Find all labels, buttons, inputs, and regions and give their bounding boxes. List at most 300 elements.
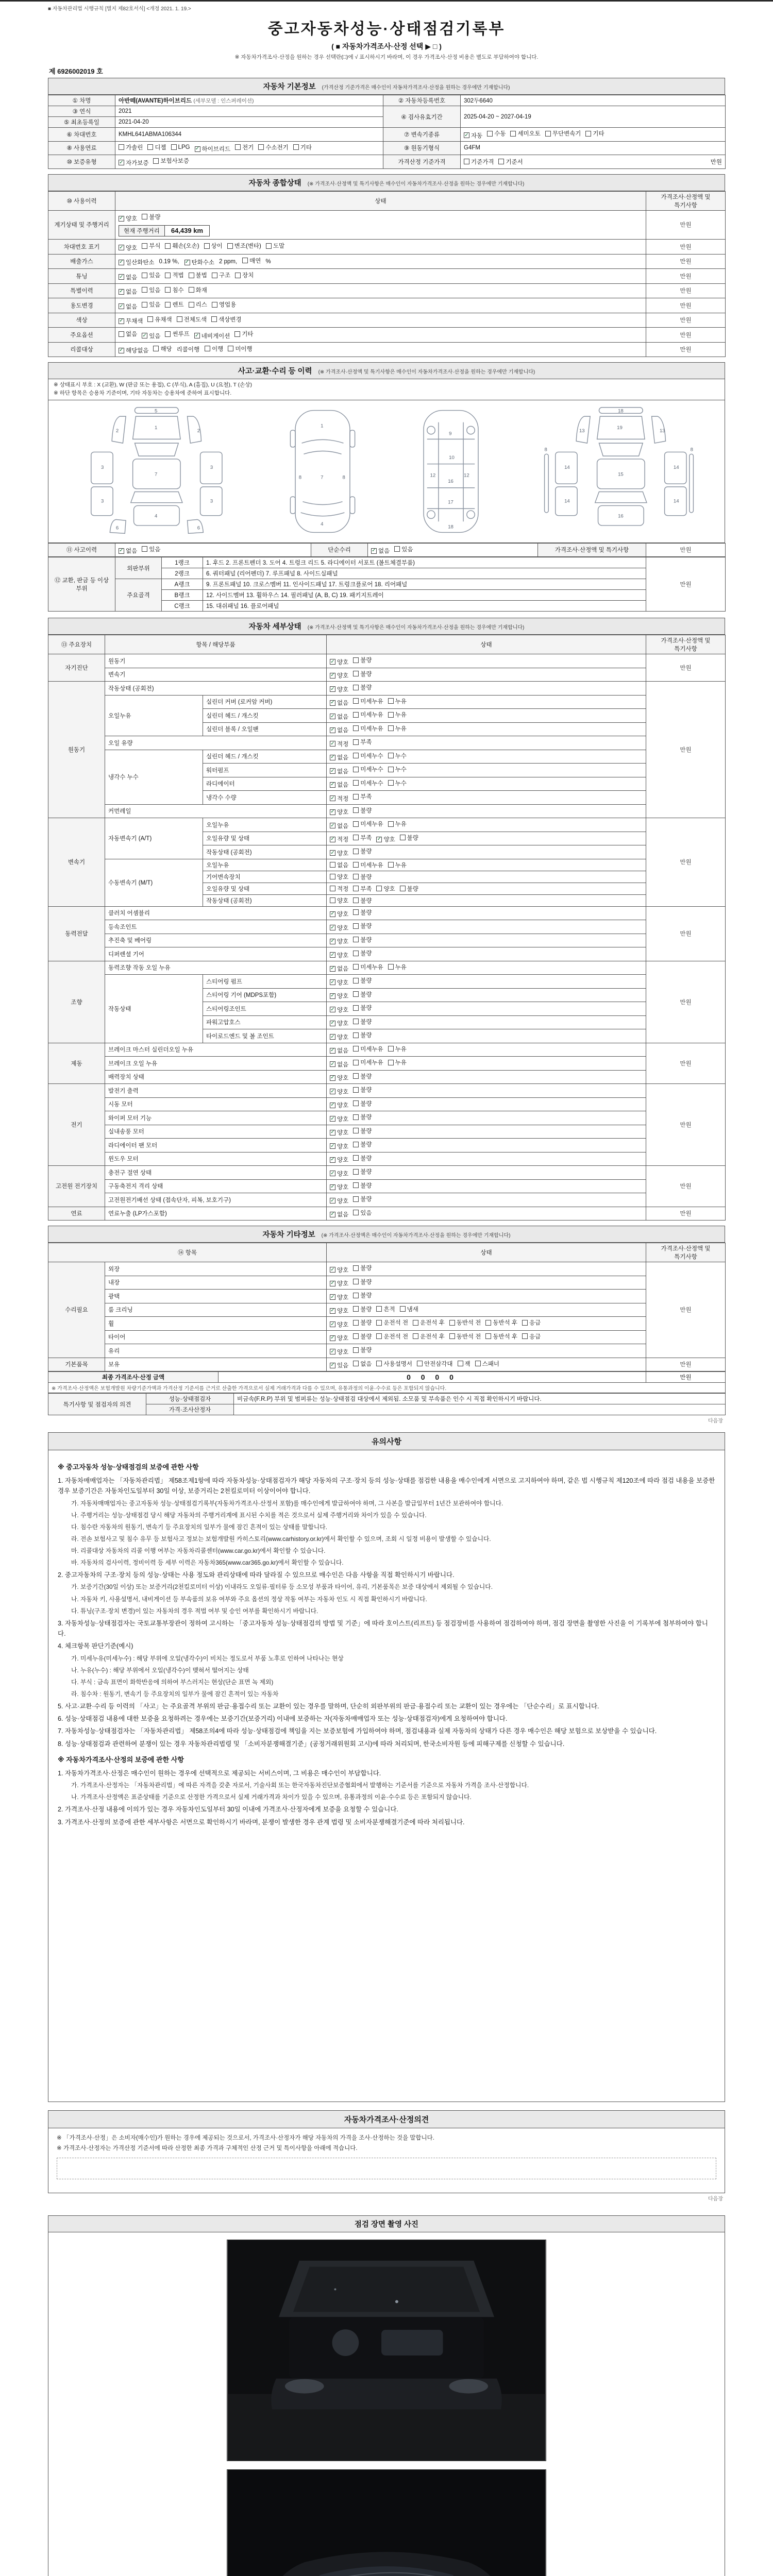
- checkbox-불량[interactable]: [353, 656, 372, 664]
- checkbox-미세누유[interactable]: [353, 697, 383, 705]
- checkbox-없음[interactable]: [330, 964, 348, 973]
- checkbox-리스[interactable]: [189, 300, 207, 309]
- checkbox-부족[interactable]: [353, 834, 372, 842]
- checkbox-수동[interactable]: [487, 129, 506, 138]
- section-summary-title: 자동차 종합상태: [248, 179, 301, 188]
- checkbox-누유[interactable]: [388, 1058, 407, 1066]
- item-state: [327, 975, 646, 989]
- checkbox-있음[interactable]: [142, 271, 160, 279]
- section-accident-title: 사고·교환·수리 등 이력: [238, 367, 312, 376]
- checkbox-양호[interactable]: [330, 873, 348, 881]
- checkbox-양호[interactable]: [330, 1006, 348, 1014]
- checkbox-양호[interactable]: [330, 1156, 348, 1164]
- checkbox-양호[interactable]: [330, 1348, 348, 1356]
- checkbox-자가보증[interactable]: [119, 159, 148, 167]
- inline-text: 리콜이행: [176, 347, 200, 353]
- checkbox-없음[interactable]: [330, 861, 348, 869]
- checkbox-흔적[interactable]: [376, 1305, 395, 1313]
- checkbox-양호[interactable]: [330, 1320, 348, 1329]
- checkbox-침수[interactable]: [165, 286, 183, 294]
- item-state: [327, 920, 646, 934]
- checkbox-화재[interactable]: [189, 286, 207, 294]
- checkbox-label: 불량: [360, 1100, 372, 1107]
- checkbox-불량[interactable]: [353, 949, 372, 957]
- checkbox-불량[interactable]: [353, 1305, 372, 1313]
- svg-text:18: 18: [447, 524, 453, 530]
- checkbox-있음[interactable]: [142, 300, 160, 309]
- checkbox-불량[interactable]: [353, 806, 372, 815]
- checkbox-무단변속기[interactable]: [545, 129, 581, 138]
- checkbox-부식[interactable]: [142, 242, 160, 250]
- summary-price-cell: 만원: [646, 328, 726, 343]
- checkbox-label: 색상변경: [219, 316, 242, 323]
- state-line: [119, 270, 643, 282]
- checkbox-label: 불량: [360, 1293, 372, 1299]
- checkbox-label: 부족: [360, 835, 372, 841]
- checkbox-양호[interactable]: [330, 937, 348, 945]
- item-part: 작동상태 (공회전): [203, 894, 327, 906]
- checkbox-누수[interactable]: [388, 779, 407, 787]
- checkbox-불법[interactable]: [189, 271, 207, 279]
- notice-item: 다. 침수란 자동차의 원동기, 변속기 등 주요장치의 일부가 물에 잠긴 흔적이 있는 상태를 말합니다.: [71, 1523, 327, 1531]
- checkbox-양호[interactable]: [330, 896, 348, 905]
- checkbox-응급[interactable]: [522, 1332, 541, 1341]
- detail-col-state: 상태: [327, 635, 646, 654]
- checkbox-적정[interactable]: [330, 835, 348, 843]
- item-part: 작동상태 (공회전): [203, 845, 327, 859]
- checkbox-없음[interactable]: [119, 287, 137, 296]
- checkbox-적법[interactable]: [165, 271, 183, 279]
- checkbox-양호[interactable]: [330, 1307, 348, 1315]
- checkbox-기타[interactable]: [293, 143, 312, 151]
- checkbox-누수[interactable]: [388, 752, 407, 760]
- checkbox-box: [353, 897, 359, 903]
- checkbox-양호[interactable]: [330, 849, 348, 857]
- simple-repair-label: 단순수리: [311, 543, 368, 557]
- checkbox-부족[interactable]: [353, 792, 372, 801]
- checkbox-렌트[interactable]: [165, 300, 183, 309]
- checkbox-불량[interactable]: [400, 834, 418, 842]
- checkbox-없음[interactable]: [371, 547, 390, 555]
- checkbox-label: 불량: [360, 807, 372, 814]
- checkbox-불량[interactable]: [353, 936, 372, 944]
- checkbox-미세누유[interactable]: [353, 1058, 383, 1066]
- checkbox-기타[interactable]: [234, 330, 253, 338]
- checkbox-box: [189, 287, 194, 293]
- checkbox-해당없음[interactable]: [119, 346, 148, 354]
- summary-item-state: [115, 342, 646, 357]
- checkbox-box: [388, 712, 394, 718]
- checkbox-box: [165, 287, 171, 293]
- checkbox-해당[interactable]: [153, 345, 172, 353]
- checkbox-box: [234, 331, 240, 337]
- checkbox-양호[interactable]: [330, 1033, 348, 1041]
- checkbox-box: [458, 1361, 463, 1366]
- item-category: 추진축 및 베어링: [105, 934, 327, 947]
- summary-row: [48, 210, 726, 240]
- checkbox-수소전기[interactable]: [258, 143, 288, 151]
- checkbox-label: 양호: [337, 686, 349, 693]
- checkbox-LPG[interactable]: [171, 144, 190, 150]
- checkbox-일산화탄소[interactable]: [119, 258, 155, 266]
- checkbox-양호[interactable]: [376, 835, 395, 843]
- checkbox-양호[interactable]: [330, 1334, 348, 1342]
- detail-row: [48, 920, 726, 934]
- checkbox-양호[interactable]: [330, 1088, 348, 1096]
- checkbox-누수[interactable]: [388, 765, 407, 773]
- checkbox-양호[interactable]: [330, 1197, 348, 1205]
- checkbox-운전석 후[interactable]: [413, 1318, 445, 1327]
- checkbox-있음[interactable]: [142, 286, 160, 294]
- checkbox-양호[interactable]: [330, 951, 348, 959]
- checkbox-네비게이션[interactable]: [194, 332, 230, 340]
- checkbox-양호[interactable]: [330, 1019, 348, 1027]
- detail-col-price: 가격조사·산정액 및 특기사항: [646, 635, 726, 654]
- checkbox-양호[interactable]: [330, 1266, 348, 1274]
- checkbox-양호[interactable]: [330, 1293, 348, 1301]
- checkbox-없음[interactable]: [119, 547, 137, 555]
- checkbox-적정[interactable]: [330, 885, 348, 893]
- checkbox-label: 동반석 후: [493, 1333, 517, 1340]
- checkbox-디젤[interactable]: [147, 143, 166, 151]
- checkbox-이행[interactable]: [205, 345, 223, 353]
- checkbox-동반석 전[interactable]: [449, 1332, 481, 1341]
- checkbox-매연[interactable]: [242, 257, 261, 265]
- checkbox-부족[interactable]: [353, 885, 372, 893]
- checkbox-불량[interactable]: [353, 1018, 372, 1026]
- checkbox-box: [353, 1114, 359, 1120]
- checkbox-불량[interactable]: [353, 896, 372, 905]
- checkbox-양호[interactable]: [330, 978, 348, 987]
- checkbox-부족[interactable]: [353, 738, 372, 746]
- checkbox-box: [204, 243, 210, 249]
- checkbox-label: 누유: [395, 964, 407, 971]
- checkbox-불량[interactable]: [353, 1181, 372, 1190]
- checkbox-적정[interactable]: [330, 740, 348, 748]
- checkbox-없음[interactable]: [330, 699, 348, 707]
- checkbox-미세누유[interactable]: [353, 1045, 383, 1053]
- checkbox-장치[interactable]: [235, 271, 254, 279]
- checkbox-상이[interactable]: [204, 242, 223, 250]
- checkbox-없음[interactable]: [330, 781, 348, 789]
- notice-item: 6. 성능·상태점검 내용에 대한 보증을 요청하려는 경우에는 보증기간(보증거리) 이내에 보증하는 자(자동차매매업자 또는 성능·상태점검자)에게 요청하여야 합니다.: [58, 1715, 508, 1723]
- checkbox-불량[interactable]: [353, 1127, 372, 1135]
- checkbox-없음[interactable]: [119, 330, 137, 338]
- checkbox-불량[interactable]: [353, 1167, 372, 1176]
- checkbox-썬루프[interactable]: [165, 330, 189, 338]
- checkbox-box: ✓: [330, 924, 335, 930]
- summary-price-cell: 만원: [646, 210, 726, 240]
- checkbox-있음[interactable]: [353, 1209, 372, 1217]
- checkbox-운전석 전[interactable]: [376, 1318, 408, 1327]
- checkbox-불량[interactable]: [353, 1154, 372, 1162]
- photos-panel: [48, 2232, 725, 2576]
- checkbox-누유[interactable]: [388, 963, 407, 971]
- checkbox-동반석 후[interactable]: [485, 1318, 517, 1327]
- checkbox-불량[interactable]: [353, 976, 372, 985]
- checkbox-불량[interactable]: [353, 683, 372, 691]
- detail-row: [48, 906, 726, 920]
- checkbox-불량[interactable]: [353, 670, 372, 678]
- checkbox-box: ✓: [330, 686, 335, 692]
- table-row: [48, 95, 726, 106]
- checkbox-훼손(오손)[interactable]: [165, 242, 199, 250]
- checkbox-없음[interactable]: [330, 1060, 348, 1069]
- checkbox-불량[interactable]: [353, 1264, 372, 1272]
- checkbox-미세누수[interactable]: [353, 752, 383, 760]
- rank-price-cell: 만원: [646, 557, 726, 612]
- checkbox-box: [165, 331, 171, 337]
- checkbox-box: [449, 1320, 455, 1326]
- checkbox-양호[interactable]: [330, 1128, 348, 1137]
- checkbox-label: 스패너: [482, 1361, 499, 1367]
- checkbox-유채색[interactable]: [147, 315, 172, 324]
- checkbox-운전석 후[interactable]: [413, 1332, 445, 1341]
- checkbox-잭[interactable]: [458, 1360, 470, 1368]
- checkbox-탄화수소[interactable]: [184, 258, 214, 266]
- checkbox-양호[interactable]: [119, 244, 137, 252]
- title-note: ※ 자동차가격조사·산정을 원하는 경우 선택란(□)에 √ 표시하시기 바라며, 이 경우 가격조사·산정 비용은 별도로 부담하여야 합니다.: [234, 54, 539, 60]
- checkbox-box: ✓: [330, 1115, 335, 1122]
- checkbox-미이행[interactable]: [228, 345, 252, 353]
- checkbox-불량[interactable]: [353, 847, 372, 855]
- checkbox-보험사보증[interactable]: [153, 157, 189, 165]
- checkbox-없음[interactable]: [119, 302, 137, 311]
- checkbox-냄새[interactable]: [400, 1305, 418, 1313]
- checkbox-누유[interactable]: [388, 861, 407, 869]
- checkbox-있음[interactable]: [330, 1361, 348, 1369]
- checkbox-동반석 전[interactable]: [449, 1318, 481, 1327]
- checkbox-box: [353, 671, 359, 676]
- checkbox-미세누유[interactable]: [353, 710, 383, 719]
- checkbox-무채색[interactable]: [119, 317, 143, 325]
- checkbox-누유[interactable]: [388, 1045, 407, 1053]
- summary-table: [48, 191, 726, 358]
- summary-row: [48, 342, 726, 357]
- checkbox-전체도색[interactable]: [177, 315, 207, 324]
- checkbox-없음[interactable]: [330, 753, 348, 761]
- checkbox-스패너[interactable]: [475, 1360, 499, 1368]
- item-part: 오일누유: [203, 859, 327, 871]
- checkbox-양호[interactable]: [330, 1170, 348, 1178]
- vin-label: ⑥ 차대번호: [48, 128, 115, 142]
- inspection-photo-engine-bay: [227, 2240, 546, 2461]
- checkbox-없음[interactable]: [330, 713, 348, 721]
- checkbox-사용설명서[interactable]: [376, 1360, 412, 1368]
- item-part: 스티어링 펌프: [203, 975, 327, 989]
- checkbox-불량[interactable]: [353, 1195, 372, 1203]
- checkbox-양호[interactable]: [330, 685, 348, 693]
- checkbox-없음[interactable]: [353, 1360, 372, 1368]
- mileage-value: 64,439 km: [171, 227, 204, 234]
- item-category: 냉각수 누수: [105, 750, 203, 804]
- item-state: [327, 934, 646, 947]
- checkbox-미세누유[interactable]: [353, 820, 383, 828]
- table-row: [48, 1372, 726, 1383]
- checkbox-있음[interactable]: [142, 545, 160, 553]
- checkbox-양호[interactable]: [330, 992, 348, 1000]
- checkbox-양호[interactable]: [330, 658, 348, 666]
- checkbox-불량[interactable]: [353, 1346, 372, 1354]
- checkbox-box: [522, 1333, 528, 1339]
- checkbox-양호[interactable]: [330, 910, 348, 918]
- summary-item-state: [115, 210, 646, 240]
- checkbox-변조(변타)[interactable]: [227, 242, 261, 250]
- checkbox-없음[interactable]: [119, 273, 137, 281]
- checkbox-가솔린[interactable]: [119, 143, 143, 151]
- checkbox-불량[interactable]: [353, 908, 372, 917]
- checkbox-label: 누유: [395, 712, 407, 718]
- checkbox-미세누유[interactable]: [353, 724, 383, 733]
- checkbox-누유[interactable]: [388, 724, 407, 733]
- checkbox-미세누유[interactable]: [353, 963, 383, 971]
- checkbox-양호[interactable]: [330, 671, 348, 680]
- checkbox-없음[interactable]: [330, 767, 348, 775]
- checkbox-응급[interactable]: [522, 1318, 541, 1327]
- checkbox-box: ✓: [330, 1157, 335, 1162]
- item-category: 수동변속기 (M/T): [105, 859, 203, 906]
- checkbox-미세누수[interactable]: [353, 765, 383, 773]
- checkbox-양호[interactable]: [119, 214, 137, 223]
- checkbox-box: [510, 131, 516, 137]
- notice-title: 유의사항: [48, 1433, 725, 1450]
- checkbox-box: [353, 964, 359, 970]
- checkbox-양호[interactable]: [330, 1101, 348, 1109]
- checkbox-기준가격[interactable]: [464, 158, 494, 166]
- checkbox-하이브리드[interactable]: [195, 145, 231, 153]
- checkbox-box: [353, 835, 359, 840]
- item-part: 오일유량 및 상태: [203, 832, 327, 845]
- item-state: [327, 859, 646, 871]
- checkbox-없음[interactable]: [330, 1210, 348, 1218]
- checkbox-불량[interactable]: [353, 990, 372, 998]
- checkbox-box: ✓: [142, 332, 147, 338]
- item-state: [327, 1043, 646, 1057]
- checkbox-box: ✓: [330, 1102, 335, 1108]
- remarks-row1-text: 비금속(F.R.P) 부위 및 범퍼류는 성능·상태점검 대상에서 제외됨. 소모품 및 부속품은 인수 시 직접 확인하시기 바랍니다.: [234, 1394, 726, 1404]
- checkbox-누유[interactable]: [388, 820, 407, 828]
- checkbox-색상변경[interactable]: [211, 315, 241, 324]
- checkbox-도말[interactable]: [266, 242, 284, 250]
- checkbox-세미오토[interactable]: [510, 129, 540, 138]
- checkbox-적정[interactable]: [330, 794, 348, 803]
- checkbox-불량[interactable]: [353, 1291, 372, 1299]
- checkbox-기타[interactable]: [585, 129, 604, 138]
- checkbox-불량[interactable]: [353, 1031, 372, 1039]
- warranty-options: [115, 155, 383, 169]
- checkbox-있음[interactable]: [142, 332, 160, 340]
- item-category: 타이어: [105, 1330, 327, 1344]
- opinion-section: [48, 2110, 725, 2193]
- checkbox-box: [353, 1210, 359, 1215]
- checkbox-label: 네비게이션: [201, 333, 230, 340]
- checkbox-운전석 전[interactable]: [376, 1332, 408, 1341]
- checkbox-불량[interactable]: [353, 1332, 372, 1341]
- checkbox-label: 양호: [337, 1075, 349, 1081]
- checkbox-label: 운전석 후: [420, 1320, 445, 1326]
- checkbox-미세누수[interactable]: [353, 779, 383, 787]
- checkbox-양호[interactable]: [330, 1115, 348, 1123]
- checkbox-box: ✓: [330, 822, 335, 828]
- checkbox-불량[interactable]: [353, 1318, 372, 1327]
- checkbox-label: 미세누유: [360, 725, 383, 732]
- checkbox-없음[interactable]: [330, 1046, 348, 1055]
- checkbox-없음[interactable]: [330, 822, 348, 830]
- item-state: [327, 818, 646, 832]
- checkbox-양호[interactable]: [330, 1074, 348, 1082]
- checkbox-미세누유[interactable]: [353, 861, 383, 869]
- item-part: 실린더 커버 (로커암 커버): [203, 695, 327, 709]
- checkbox-구조[interactable]: [212, 271, 230, 279]
- device-label: 변속기: [48, 818, 105, 907]
- svg-text:14: 14: [673, 498, 679, 504]
- mileage-box: [119, 225, 210, 236]
- checkbox-양호[interactable]: [330, 808, 348, 816]
- checkbox-box: [212, 273, 217, 278]
- checkbox-양호[interactable]: [330, 924, 348, 932]
- checkbox-양호[interactable]: [330, 1142, 348, 1150]
- detail-row: [48, 668, 726, 682]
- checkbox-box: ✓: [330, 700, 335, 705]
- checkbox-자동[interactable]: [464, 131, 482, 140]
- checkbox-box: [353, 1347, 359, 1353]
- checkbox-box: ✓: [330, 1061, 335, 1067]
- detail-row: [48, 1317, 726, 1331]
- checkbox-영업용[interactable]: [212, 300, 236, 309]
- detail-row: [48, 1193, 726, 1207]
- checkbox-불량[interactable]: [353, 1072, 372, 1080]
- checkbox-label: 양호: [337, 1184, 349, 1191]
- notice-item: 가. 보증기간(30일 이상) 또는 보증거리(2천킬로미터 이상) 이내라도 오일류·필터류 등 소모성 부품과 타이어, 유리, 기본품목은 보증 대상에서 제외될 수 있습니다.: [71, 1583, 493, 1591]
- checkbox-없음[interactable]: [330, 726, 348, 734]
- checkbox-양호[interactable]: [330, 1183, 348, 1191]
- checkbox-box: [353, 821, 359, 827]
- detail-row: [48, 1358, 726, 1371]
- checkbox-label: 운전석 전: [383, 1333, 409, 1340]
- checkbox-불량[interactable]: [353, 1086, 372, 1094]
- checkbox-불량[interactable]: [353, 873, 372, 881]
- checkbox-전기[interactable]: [235, 143, 254, 151]
- checkbox-누유[interactable]: [388, 710, 407, 719]
- checkbox-label: 양호: [337, 874, 349, 880]
- item-state: [327, 1070, 646, 1084]
- inline-text: 0.19 %,: [159, 259, 179, 265]
- checkbox-불량[interactable]: [353, 1278, 372, 1286]
- checkbox-불량[interactable]: [400, 885, 418, 893]
- checkbox-불량[interactable]: [142, 213, 160, 221]
- checkbox-불량[interactable]: [353, 1004, 372, 1012]
- checkbox-기준서[interactable]: [498, 158, 523, 166]
- checkbox-불량[interactable]: [353, 1113, 372, 1121]
- checkbox-양호[interactable]: [330, 1279, 348, 1287]
- checkbox-안전삼각대[interactable]: [417, 1360, 453, 1368]
- checkbox-누유[interactable]: [388, 697, 407, 705]
- checkbox-있음[interactable]: [394, 545, 413, 553]
- opinion-write-area[interactable]: [57, 2158, 716, 2179]
- item-state: [327, 1358, 646, 1371]
- detail-row: [48, 654, 726, 668]
- checkbox-불량[interactable]: [353, 1099, 372, 1108]
- checkbox-불량[interactable]: [353, 1140, 372, 1148]
- checkbox-불량[interactable]: [353, 922, 372, 930]
- checkbox-box: [147, 316, 153, 322]
- checkbox-동반석 후[interactable]: [485, 1332, 517, 1341]
- checkbox-box: ✓: [195, 332, 199, 338]
- checkbox-box: [153, 158, 159, 164]
- checkbox-양호[interactable]: [376, 885, 395, 893]
- checkbox-box: [165, 243, 171, 249]
- checkbox-box: [376, 1320, 382, 1326]
